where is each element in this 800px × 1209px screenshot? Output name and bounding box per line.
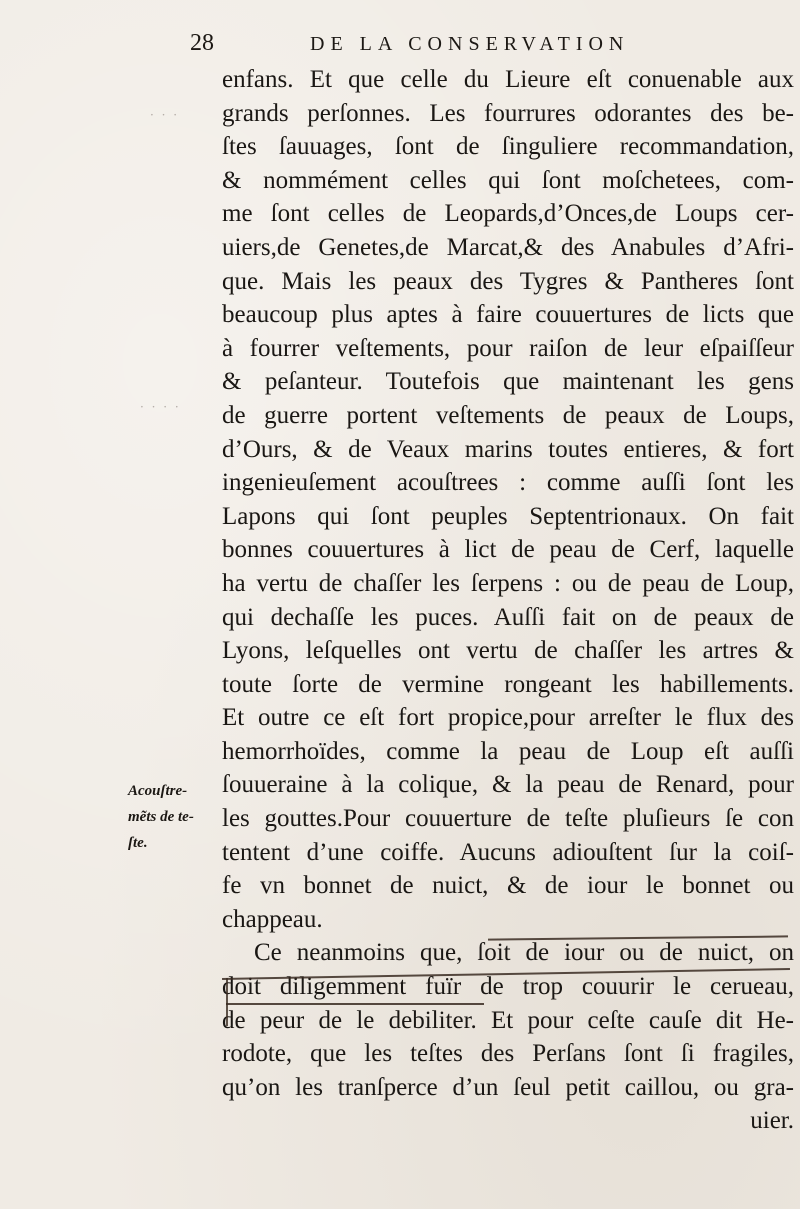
text-line: hemorrhoïdes, comme la peau de Loup eſt auſſi (222, 737, 794, 765)
handwritten-bracket (226, 978, 228, 1026)
marginal-note-line: ſte. (128, 835, 148, 851)
text-line: de guerre portent veſtements de peaux de Loups, (222, 401, 794, 429)
text-line: de peur de le debiliter. Et pour ceſte cauſe dit He- (222, 1006, 794, 1034)
text-line: Et outre ce eſt fort propice,pour arreſter le flux des (222, 704, 794, 732)
text-line: bonnes couuertures à lict de peau de Cerf, laquelle (222, 536, 794, 564)
bleed-through-mark: · · · · (140, 400, 181, 414)
text-line: uiers,de Genetes,de Marcat,& des Anabules d’Afri- (222, 233, 794, 261)
text-line: que. Mais les peaux des Tygres & Pantheres ſont (222, 267, 794, 295)
text-line: les gouttes.Pour couuerture de teſte pluſieurs ſe con (222, 805, 794, 833)
text-line: qu’on les tranſperce d’un ſeul petit caillou, ou gra- (222, 1073, 794, 1101)
text-line: ſtes ſauuages, ſont de ſinguliere recommandation, (222, 133, 794, 161)
marginal-note-line: mẽts de te- (128, 809, 194, 825)
catchword-line: uier. (750, 1107, 794, 1135)
text-line: doit diligemment fuïr de trop couurir le cerueau, (222, 973, 794, 1001)
text-line: à fourrer veſtements, pour raiſon de leur eſpaiſſeur (222, 334, 794, 362)
text-line: ſouueraine à la colique, & la peau de Renard, pour (222, 771, 794, 799)
text-line: Lyons, leſquelles ont vertu de chaſſer les artres & (222, 637, 794, 665)
marginal-note-line: Acouſtre- (128, 783, 188, 799)
text-line: ingenieuſement acouſtrees : comme auſſi ſont les (222, 469, 794, 497)
text-line: & peſanteur. Toutefois que maintenant les gens (222, 368, 794, 396)
text-line: toute ſorte de vermine rongeant les habillements. (222, 670, 794, 698)
text-line: tentent d’une coiffe. Aucuns adiouſtent ſur la coiſ- (222, 838, 794, 866)
page-number: 28 (190, 30, 214, 56)
text-line: Lapons qui ſont peuples Septentrionaux. On fait (222, 502, 794, 530)
text-line: & nommément celles qui ſont moſchetees, com- (222, 166, 794, 194)
text-line: chappeau. (222, 905, 323, 933)
text-line: enfans. Et que celle du Lieure eſt conuenable aux (222, 66, 794, 93)
text-line: qui dechaſſe les puces. Auſſi fait on de peaux de (222, 603, 794, 631)
running-head (190, 30, 710, 60)
text-line: d’Ours, & de Veaux marins toutes entieres, & fort (222, 435, 794, 463)
marginal-note (128, 778, 220, 856)
text-line: beaucoup plus aptes à faire couuertures de licts que (222, 301, 794, 329)
handwritten-underline (226, 1003, 484, 1005)
paragraph-first-line: Ce neanmoins que, ſoit de iour ou de nuict, on (254, 939, 794, 967)
text-line: fe vn bonnet de nuict, & de iour le bonnet ou (222, 872, 794, 900)
bleed-through-mark: · · · (150, 108, 180, 122)
text-line: rodote, que les teſtes des Perſans ſont ſi fragiles, (222, 1040, 794, 1068)
text-line: grands perſonnes. Les fourrures odorantes des be- (222, 99, 794, 127)
text-line: ha vertu de chaſſer les ſerpens : ou de peau de Loup, (222, 569, 794, 597)
running-title: DE LA CONSERVATION (310, 33, 630, 55)
text-line: me ſont celles de Leopards,d’Onces,de Loups cer- (222, 200, 794, 228)
